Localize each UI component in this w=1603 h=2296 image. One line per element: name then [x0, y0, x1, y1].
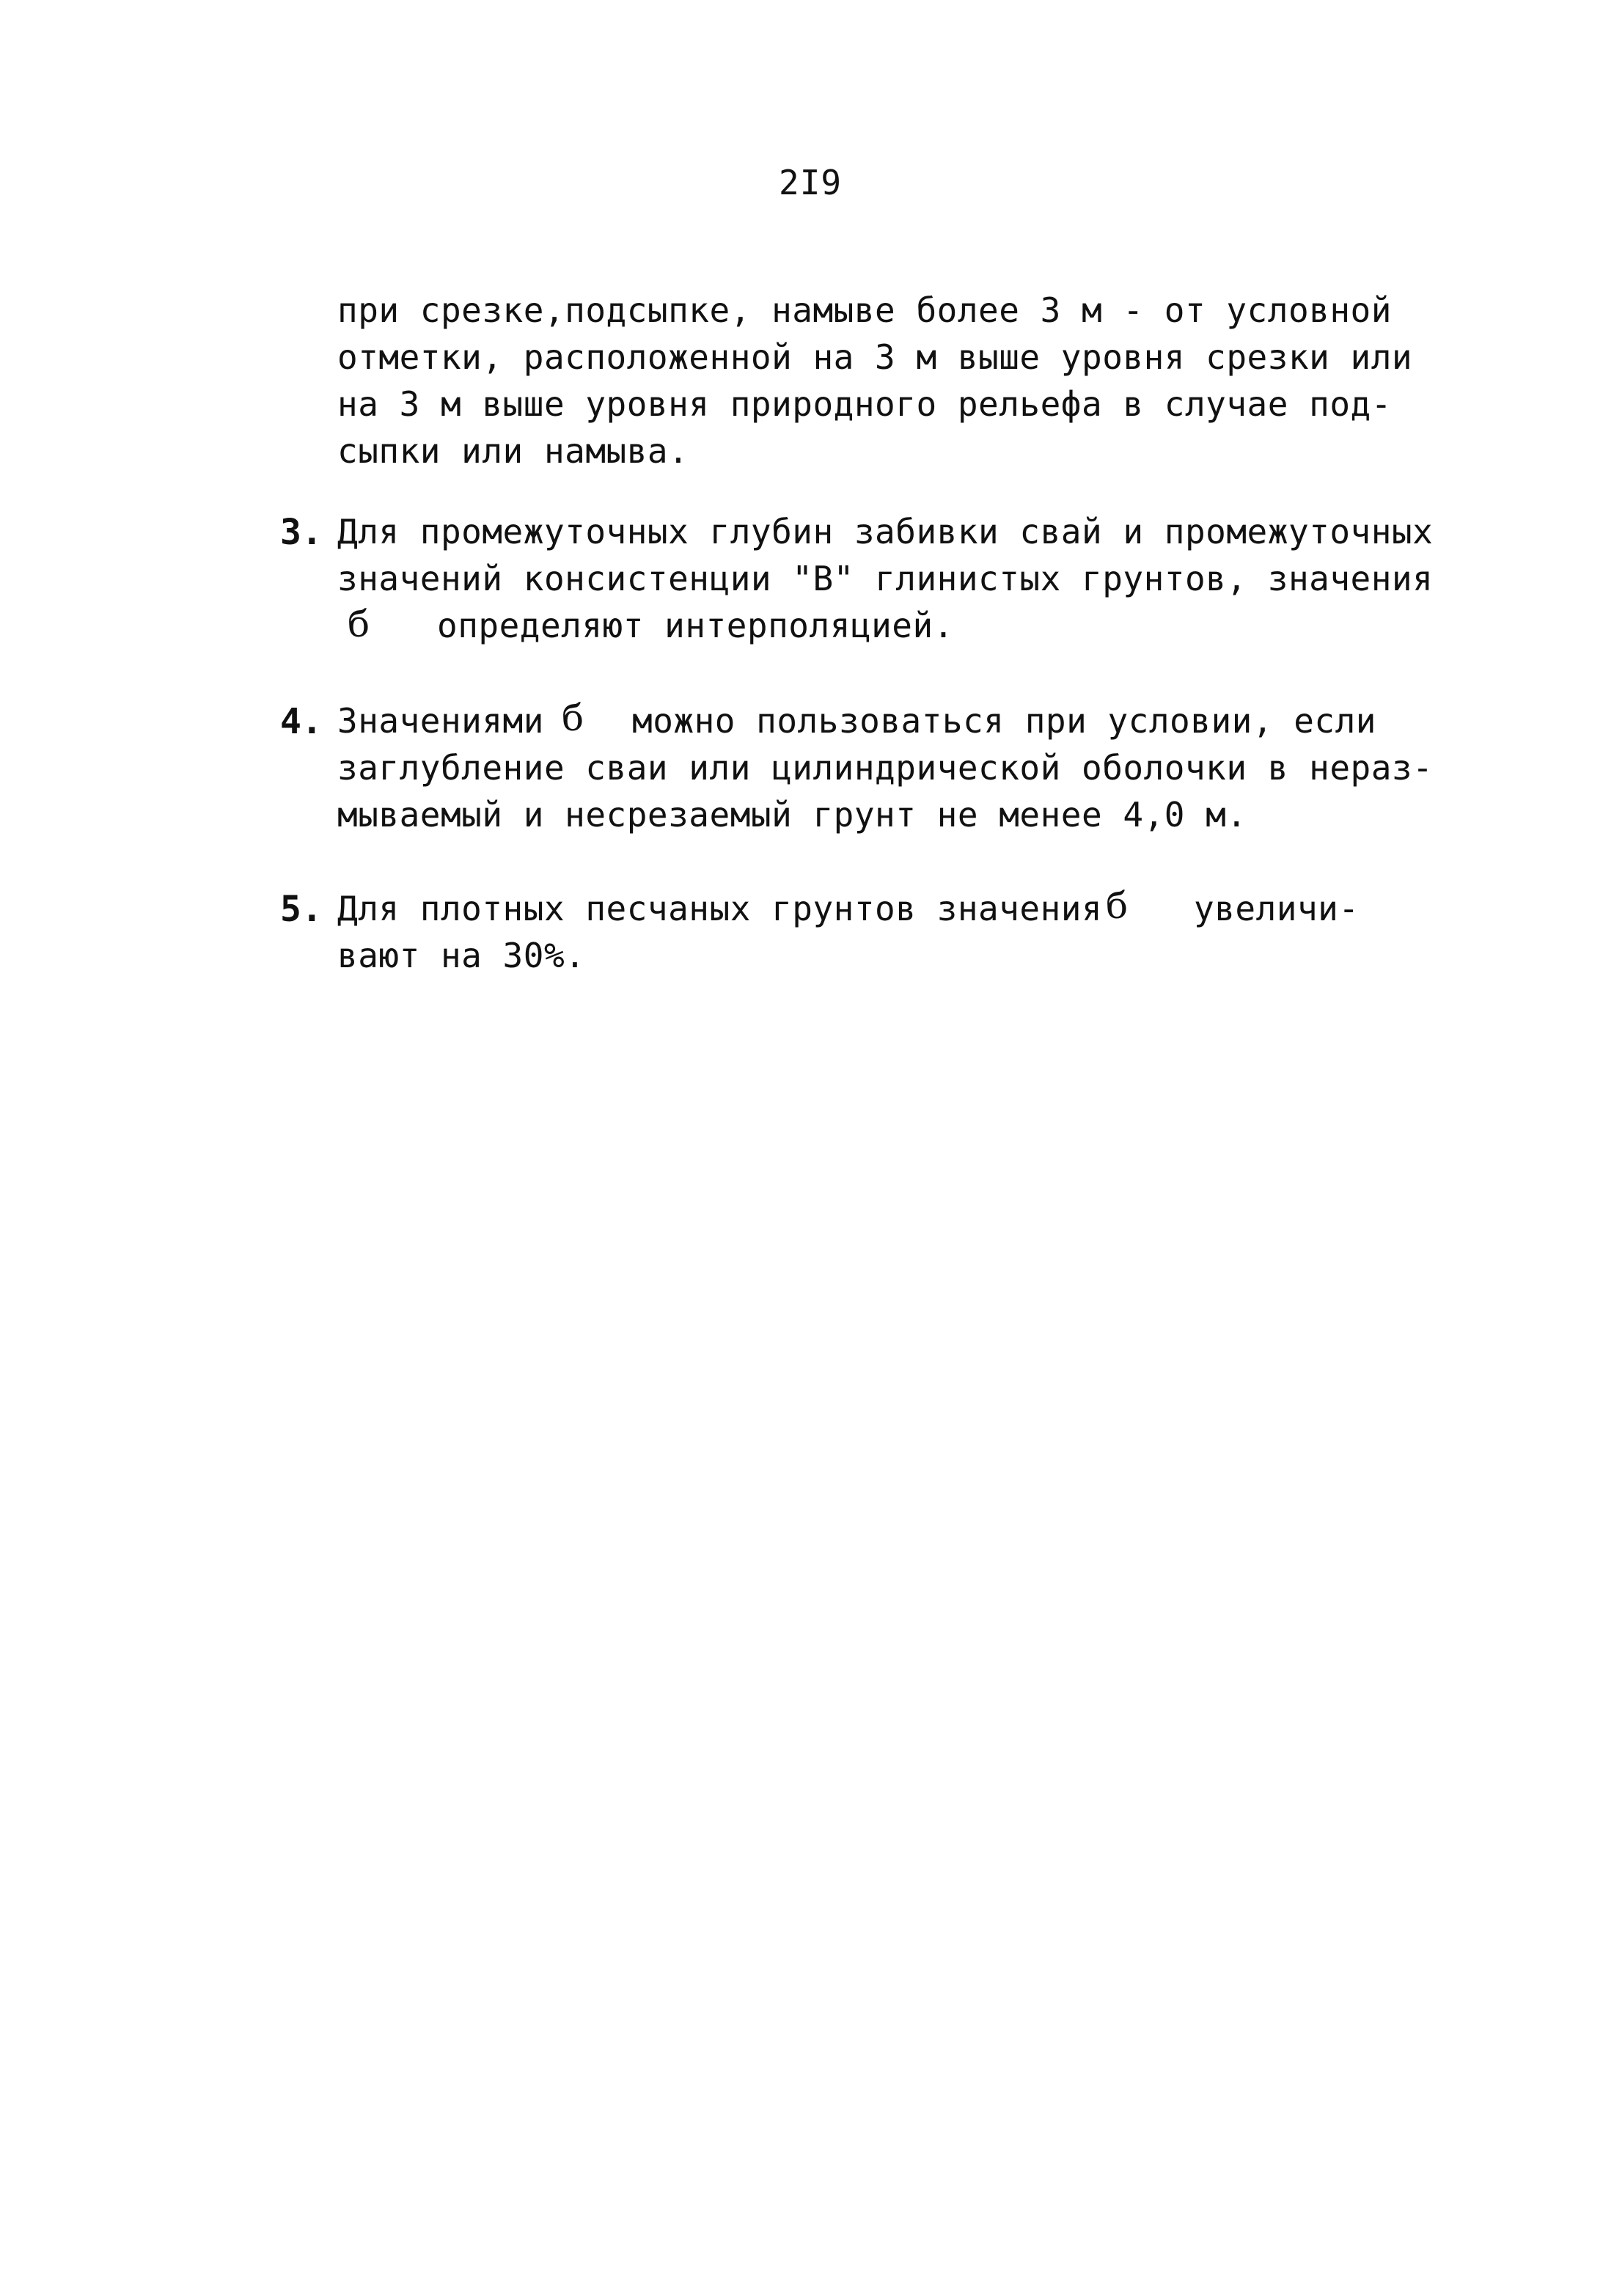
text-line: при срезке,подсыпке, намыве более 3 м - от условной	[337, 290, 1392, 330]
text-line: значений консистенции "В" глинистых грунтов, значения	[337, 559, 1434, 598]
item-number: 4.	[280, 701, 323, 742]
text-line: отметки, расположенной на 3 м выше уровня срезки или	[337, 337, 1413, 377]
text-line: Для плотных песчаных грунтов значения	[337, 889, 1103, 928]
text-line: вают на 30%.	[337, 936, 586, 975]
text-line: определяют интерполяцией.	[437, 606, 954, 645]
sigma-symbol: б	[348, 603, 370, 645]
item-number: 3.	[280, 512, 323, 553]
page-number: 2I9	[779, 163, 843, 202]
item-number: 5.	[280, 889, 323, 930]
text-line: сыпки или намыва.	[337, 431, 689, 471]
text-line: Значениями	[337, 701, 544, 741]
text-line: увеличи-	[1194, 889, 1360, 928]
text-line: Для промежуточных глубин забивки свай и промежуточных	[337, 512, 1434, 551]
sigma-symbol: б	[1106, 884, 1129, 927]
text-line: мываемый и несрезаемый грунт не менее 4,0 м.	[337, 795, 1247, 835]
text-line: можно пользоваться при условии, если	[632, 701, 1376, 741]
text-line: заглубление сваи или цилиндрической оболочки в нераз-	[337, 748, 1434, 788]
sigma-symbol: б	[562, 697, 584, 739]
text-line: на 3 м выше уровня природного рельефа в случае под-	[337, 384, 1392, 424]
